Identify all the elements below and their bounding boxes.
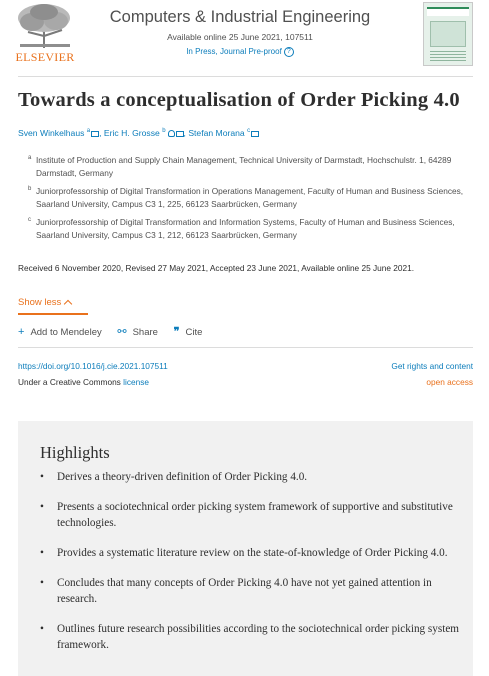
email-icon[interactable] bbox=[251, 131, 259, 137]
highlight-item: • Presents a sociotechnical order picking system framework of supportive and substitutive technologies. bbox=[40, 501, 453, 529]
available-online-text: Available online 25 June 2021, 107511 bbox=[167, 32, 313, 42]
email-icon[interactable] bbox=[176, 131, 184, 137]
highlights-box bbox=[18, 421, 473, 676]
person-icon[interactable] bbox=[168, 130, 175, 137]
highlight-item: • Concludes that many concepts of Order Picking 4.0 have not yet gained attention in research. bbox=[40, 577, 432, 605]
journal-header bbox=[0, 0, 489, 76]
cover-title-band bbox=[427, 7, 469, 16]
press-status-label[interactable]: In Press, Journal Pre-proof bbox=[186, 47, 282, 57]
journal-cover-thumbnail[interactable] bbox=[423, 2, 473, 66]
quote-icon: ❞ bbox=[173, 326, 180, 338]
show-less-underline bbox=[18, 313, 88, 315]
rights-link[interactable]: Get rights and content bbox=[391, 361, 473, 371]
affiliation-item: c Juniorprofessorship of Digital Transformation and Information Systems, Faculty of Human and Business Sciences, Saarland University, Campus C3 1, 212, 66123 Saarbrücken, Germany bbox=[28, 217, 455, 240]
show-less-button[interactable]: Show less bbox=[18, 297, 71, 308]
open-access-badge: open access bbox=[426, 377, 473, 387]
help-icon[interactable]: ? bbox=[284, 47, 294, 57]
share-button[interactable]: ⚯ Share bbox=[117, 326, 158, 338]
add-to-mendeley-button[interactable]: + Add to Mendeley bbox=[18, 326, 102, 338]
author-link[interactable]: Sven Winkelhaus $^a$ bbox=[18, 128, 99, 138]
chevron-up-icon bbox=[64, 300, 72, 308]
article-history: Received 6 November 2020, Revised 27 May 2021, Accepted 23 June 2021, Available online 25 June 2021. bbox=[18, 263, 415, 273]
cover-image bbox=[430, 21, 466, 47]
article-title: Towards a conceptualisation of Order Picking 4.0 bbox=[18, 89, 460, 111]
share-icon: ⚯ bbox=[117, 326, 127, 338]
plus-icon: + bbox=[18, 326, 25, 338]
highlight-item: • Derives a theory-driven definition of Order Picking 4.0. bbox=[40, 471, 308, 483]
elsevier-wordmark: ELSEVIER bbox=[15, 50, 75, 64]
author-link[interactable]: Stefan Morana $^c$ bbox=[188, 128, 259, 138]
cite-button[interactable]: ❞ Cite bbox=[173, 326, 203, 338]
license-link[interactable]: license bbox=[123, 377, 149, 387]
affiliation-item: b Juniorprofessorship of Digital Transformation in Operations Management, Faculty of Human and Business Sciences, Saarland University, Campus C3 1, 225, 66123 Saarbrücken, Germany bbox=[28, 186, 464, 209]
highlights-list bbox=[40, 469, 460, 667]
author-link[interactable]: Eric H. Grosse $^b$ bbox=[104, 128, 184, 138]
highlight-item: • Outlines future research possibilities according to the sociotechnical order picking system framework. bbox=[40, 623, 460, 651]
email-icon[interactable] bbox=[91, 131, 99, 137]
highlights-title: Highlights bbox=[40, 443, 110, 462]
affiliation-item: a Institute of Production and Supply Chain Management, Technical University of Darmstadt, Hochschulstr. 1, 64289 Darmstadt, Germany bbox=[28, 155, 452, 178]
author-list: Sven Winkelhaus $^a$ , Eric H. Grosse $^b$ , Stefan Morana $^c$ bbox=[18, 128, 473, 138]
article-actions bbox=[18, 325, 215, 338]
affiliations bbox=[28, 154, 476, 247]
highlight-item: • Provides a systematic literature review on the state-of-knowledge of Order Picking 4.0. bbox=[40, 547, 448, 559]
journal-title-link[interactable]: Computers & Industrial Engineering bbox=[109, 8, 371, 26]
doi-link[interactable]: https://doi.org/10.1016/j.cie.2021.107511 bbox=[18, 361, 168, 371]
cover-text-lines bbox=[430, 51, 466, 61]
license-line: Under a Creative Commons license bbox=[18, 377, 149, 387]
press-status[interactable] bbox=[90, 47, 390, 57]
header-divider bbox=[18, 76, 473, 77]
actions-divider bbox=[18, 347, 473, 348]
